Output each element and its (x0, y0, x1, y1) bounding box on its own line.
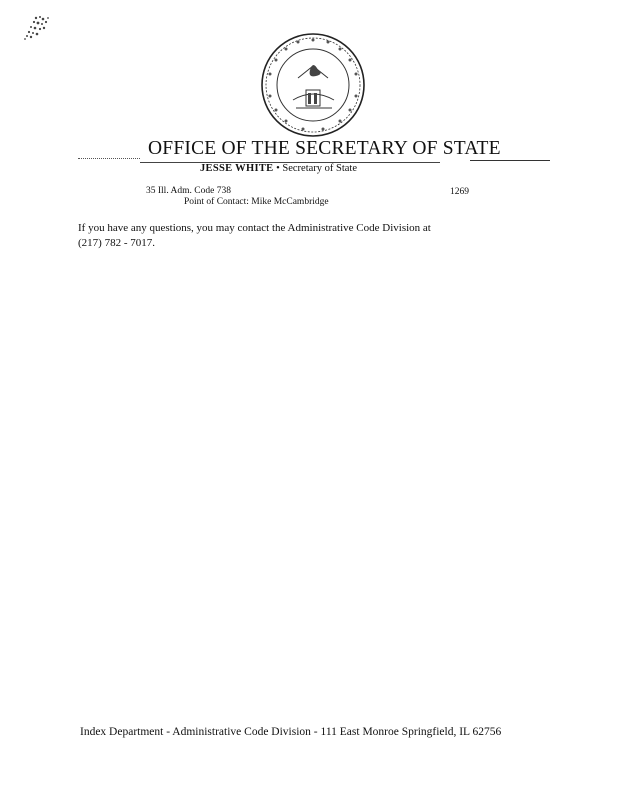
point-of-contact: Point of Contact: Mike McCambridge (184, 197, 329, 207)
rule-number: 1269 (450, 187, 469, 197)
phone-number: (217) 782 - 7017. (78, 237, 155, 249)
divider (78, 158, 140, 159)
secretary-line (200, 163, 430, 174)
rule-code: 35 Ill. Adm. Code 738 (146, 186, 231, 196)
secretary-name: JESSE WHITE (200, 163, 274, 174)
office-title: OFFICE OF THE SECRETARY OF STATE (148, 138, 501, 159)
body-line: If you have any questions, you may contact the Administrative Code Division at (78, 222, 431, 234)
separator: • (273, 163, 283, 174)
footer-address: Index Department - Administrative Code Division - 111 East Monroe Springfield, IL 62756 (80, 726, 502, 738)
scan-artifact-icon (22, 12, 58, 42)
body-paragraph (78, 221, 498, 251)
state-seal-icon (258, 30, 368, 140)
divider (470, 160, 550, 161)
secretary-role: Secretary of State (282, 163, 358, 174)
